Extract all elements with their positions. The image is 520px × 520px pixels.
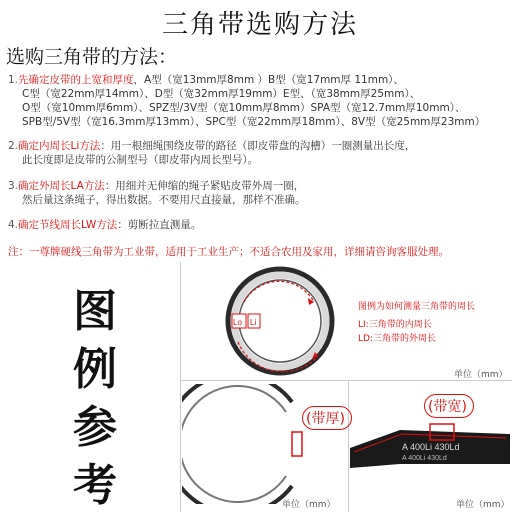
item-highlight: 确定节线周长LW方法 xyxy=(18,219,118,231)
item-highlight: 确定内周长Li方法 xyxy=(18,140,101,152)
lo-label: Lo xyxy=(233,318,242,327)
item-line: C型（宽22mm厚14mm）、D型（宽32mm厚19mm）E型、（宽38mm厚25mm）、 xyxy=(22,88,421,100)
item-number: 2. xyxy=(8,140,19,152)
belt-thickness-diagram xyxy=(182,384,348,504)
li-label: Li xyxy=(250,318,257,327)
divider-horizontal xyxy=(180,380,512,381)
reference-char: 参 xyxy=(73,402,117,453)
reference-char: 例 xyxy=(73,344,117,395)
item-number: 1. xyxy=(8,74,19,86)
width-callout: (带宽) xyxy=(428,399,467,415)
item-line: SPB型/5V型（宽16.3mm厚13mm）、SPC型（宽22mm厚18mm）、8V型（宽25mm厚23mm） xyxy=(22,116,486,128)
page-title: 三角带选购方法 xyxy=(161,10,358,40)
section-heading: 选购三角带的方法： xyxy=(6,46,178,68)
item-line: 然后量这条绳子，得出数据。不要用尺直接量，那样不准确。 xyxy=(22,194,306,206)
caption-li: LI:三角带的内周长 xyxy=(358,320,432,330)
item-number: 4. xyxy=(8,219,19,231)
item-line: 此长度即是皮带的公制型号（即皮带内周长型号）。 xyxy=(22,154,259,166)
unit-label: 单位（mm） xyxy=(456,500,510,510)
item-highlight: 先确定皮带的上宽和厚度 xyxy=(18,74,134,86)
belt-ring-diagram xyxy=(218,262,342,380)
thickness-callout: (带厚) xyxy=(306,411,345,427)
item-line: ：剪断拉直测量。 xyxy=(117,219,202,231)
method-item-2 xyxy=(8,139,415,167)
method-item-1 xyxy=(8,73,485,129)
method-item-4 xyxy=(8,218,201,232)
divider-vertical xyxy=(180,262,181,512)
belt-print-bottom: A 400Li 430Ld xyxy=(402,455,447,462)
belt-arc-inner xyxy=(182,386,286,502)
caption-title: 图例为如何测量三角带的周长 xyxy=(358,302,476,312)
belt-print-top: A 400Li 430Ld xyxy=(402,442,460,452)
item-highlight: 确定外周长LA方法 xyxy=(18,180,105,192)
item-number: 3. xyxy=(8,180,19,192)
unit-label: 单位（mm） xyxy=(454,370,508,380)
notice-text: 注：一尊牌硬线三角带为工业带，适用于工业生产；不适合农用及家用，详细请咨询客服处理。 xyxy=(8,246,449,258)
belt-width-diagram xyxy=(350,418,516,472)
thickness-marker xyxy=(292,432,302,456)
reference-char: 图 xyxy=(73,286,117,337)
item-line: O型（宽10mm厚6mm）、SPZ型/3V型（宽10mm厚8mm）SPA型（宽12.7mm厚10mm）、 xyxy=(22,102,466,114)
reference-char: 考 xyxy=(73,460,117,511)
divider-vertical-2 xyxy=(348,380,349,512)
item-line: ，A型（宽13mm厚8mm ）B型（宽17mm厚 11mm）、 xyxy=(133,74,404,86)
item-line: ：用一根细绳围绕皮带的路径（即皮带盘的沟槽）一圈测量出长度， xyxy=(100,140,416,152)
method-item-3 xyxy=(8,179,306,207)
unit-label: 单位（mm） xyxy=(282,500,336,510)
caption-ld: LD:三角带的外周长 xyxy=(358,334,436,344)
item-line: ：用细并无伸缩的绳子紧贴皮带外周一圈， xyxy=(104,180,305,192)
